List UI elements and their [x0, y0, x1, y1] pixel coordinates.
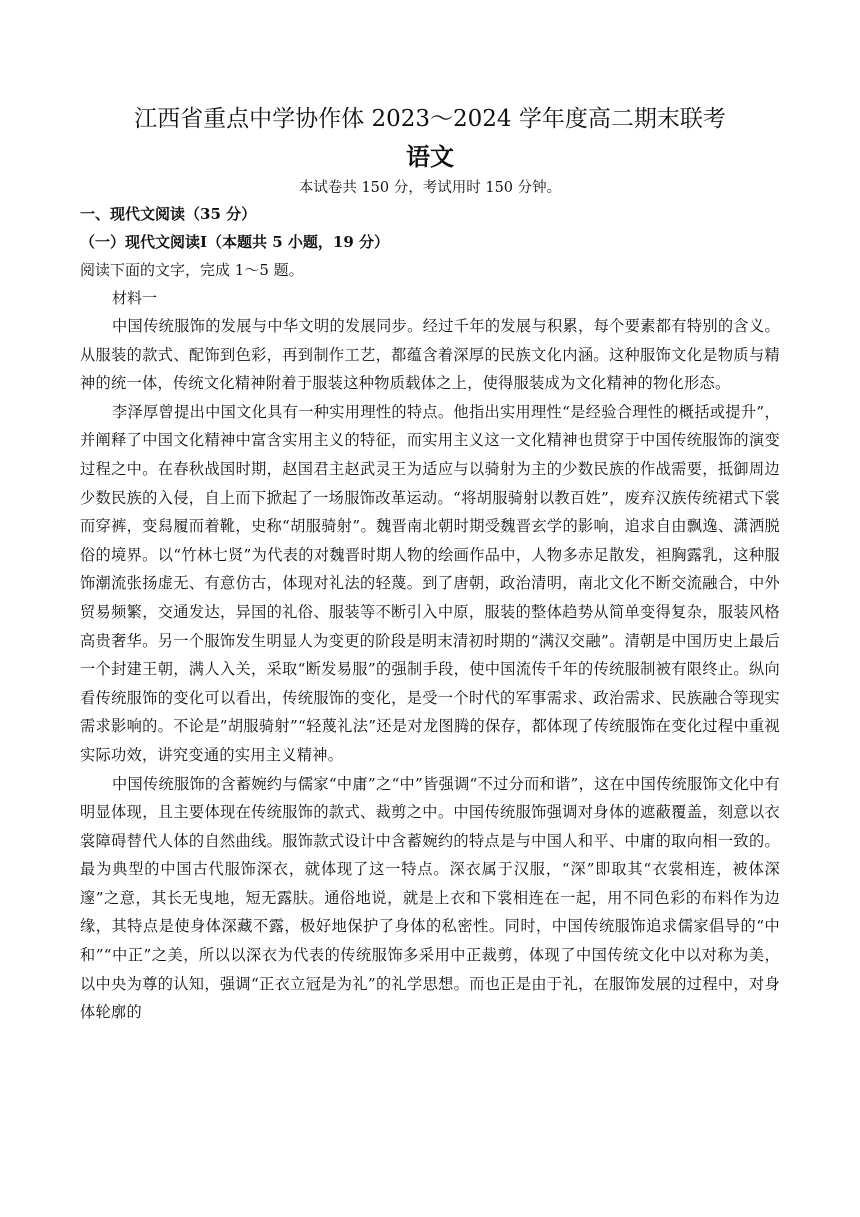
reading-instruction: 阅读下面的文字，完成 1～5 题。 [80, 261, 304, 279]
exam-info: 本试卷共 150 分，考试用时 150 分钟。 [298, 180, 562, 196]
subsection-heading: （一）现代文阅读Ⅰ（本题共 5 小题，19 分） [80, 233, 389, 251]
exam-title: 江西省重点中学协作体 2023～2024 学年度高二期末联考 [134, 106, 726, 132]
material-label: 材料一 [112, 289, 158, 307]
subject-title: 语文 [406, 142, 454, 171]
exam-page [80, 100, 780, 1027]
paragraph-1: 中国传统服饰的发展与中华文明的发展同步。经过千年的发展与积累，每个要素都有特别的含义。从服装的款式、配饰到色彩，再到制作工艺，都蕴含着深厚的民族文化内涵。这种服饰文化是物质与精神的统一体，传统文化精神附着于服装这种物质载体之上，使得服装成为文化精神的物化形态。 [80, 317, 780, 393]
paragraph-2: 李泽厚曾提出中国文化具有一种实用理性的特点。他指出实用理性“是经验合理性的概括或提升”，并阐释了中国文化精神中富含实用主义的特征，而实用主义这一文化精神也贯穿于中国传统服饰的演变过程之中。在春秋战国时期，赵国君主赵武灵王为适应与以骑射为主的少数民族的作战需要，抵御周边少数民族的入侵，自上而下掀起了一场服饰改革运动。“将胡服骑射以教百姓”，废弃汉族传统裙式下裳而穿裤，变舄履而着靴，史称“胡服骑射”。魏晋南北朝时期受魏晋玄学的影响，追求自由飘逸、潇洒脱俗的境界。以“竹林七贤”为代表的对魏晋时期人物的绘画作品中，人物多赤足散发，袒胸露乳，这种服饰潮流张扬虚无、有意仿古，体现对礼法的轻蔑。到了唐朝，政治清明，南北文化不断交流融合，中外贸易频繁，交通发达，异国的礼俗、服装等不断引入中原，服装的整体趋势从简单变得复杂，服装风格高贵奢华。另一个服饰发生明显人为变更的阶段是明末清初时期的“满汉交融”。清朝是中国历史上最后一个封建王朝，满人入关，采取“断发易服”的强制手段，使中国流传千年的传统服制被有限终止。纵向看传统服饰的变化可以看出，传统服饰的变化，是受一个时代的军事需求、政治需求、民族融合等现实需求影响的。不论是”胡服骑射”“轻蔑礼法”还是对龙图腾的保存，都体现了传统服饰在变化过程中重视实际功效，讲究变通的实用主义精神。 [80, 402, 780, 764]
paragraph-3: 中国传统服饰的含蓄婉约与儒家“中庸”之“中”皆强调“不过分而和谐”，这在中国传统服饰文化中有明显体现，且主要体现在传统服饰的款式、裁剪之中。中国传统服饰强调对身体的遮蔽覆盖，刻意以衣裳障碍替代人体的自然曲线。服饰款式设计中含蓄婉约的特点是与中国人和平、中庸的取向相一致的。最为典型的中国古代服饰深衣，就体现了这一特点。深衣属于汉服，“深”即取其“衣裳相连，被体深邃”之意，其长无曳地，短无露肤。通俗地说，就是上衣和下裳相连在一起，用不同色彩的布料作为边缘，其特点是使身体深藏不露，极好地保护了身体的私密性。同时，中国传统服饰追求儒家倡导的“中和”“中正”之美，所以以深衣为代表的传统服饰多采用中正裁剪，体现了中国传统文化中以对称为美，以中央为尊的认知，强调“正衣立冠是为礼”的礼学思想。而也正是由于礼，在服饰发展的过程中，对身体轮廓的 [80, 774, 780, 1022]
section-heading: 一、现代文阅读（35 分） [80, 205, 257, 223]
